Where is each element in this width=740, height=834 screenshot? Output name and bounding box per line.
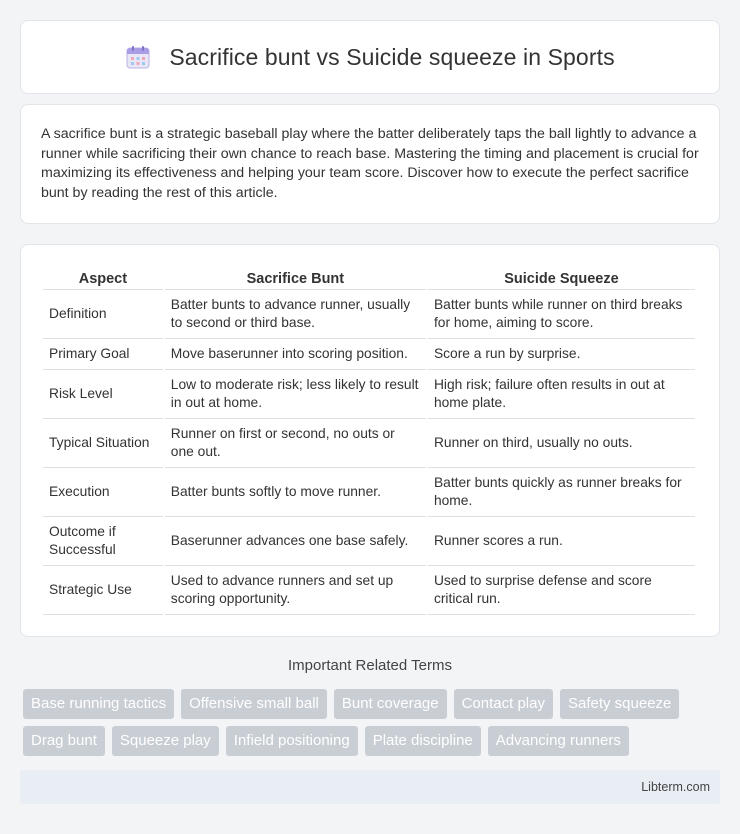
row-aspect: Primary Goal [43,339,163,370]
comparison-table-card [20,244,720,637]
footer-site-link[interactable]: Libterm.com [641,780,710,794]
tag-offensive-small-ball[interactable]: Offensive small ball [181,689,327,719]
tag-advancing-runners[interactable]: Advancing runners [488,726,629,756]
table-header-row [43,265,695,290]
table-row [43,290,695,339]
row-sacrifice-bunt: Batter bunts to advance runner, usually to second or third base. [165,290,426,339]
row-suicide-squeeze: Runner scores a run. [428,517,695,566]
row-suicide-squeeze: High risk; failure often results in out at home plate. [428,370,695,419]
header-suicide-squeeze: Suicide Squeeze [428,265,695,290]
row-aspect: Execution [43,468,163,517]
table-row [43,419,695,468]
page-title: Sacrifice bunt vs Suicide squeeze in Sports [169,43,615,70]
header-sacrifice-bunt: Sacrifice Bunt [165,265,426,290]
header-aspect: Aspect [43,265,163,290]
tag-squeeze-play[interactable]: Squeeze play [112,726,219,756]
intro-card [20,104,720,224]
row-sacrifice-bunt: Low to moderate risk; less likely to result in out at home. [165,370,426,419]
header-card [20,20,720,94]
row-aspect: Typical Situation [43,419,163,468]
row-suicide-squeeze: Runner on third, usually no outs. [428,419,695,468]
row-suicide-squeeze: Used to surprise defense and score critical run. [428,566,695,615]
related-terms-tags [23,689,723,763]
row-sacrifice-bunt: Used to advance runners and set up scoring opportunity. [165,566,426,615]
tag-row [23,689,723,719]
row-suicide-squeeze: Batter bunts quickly as runner breaks for home. [428,468,695,517]
row-suicide-squeeze: Score a run by surprise. [428,339,695,370]
row-aspect: Risk Level [43,370,163,419]
row-aspect: Outcome if Successful [43,517,163,566]
tag-drag-bunt[interactable]: Drag bunt [23,726,105,756]
tag-infield-positioning[interactable]: Infield positioning [226,726,358,756]
tag-base-running-tactics[interactable]: Base running tactics [23,689,174,719]
tag-plate-discipline[interactable]: Plate discipline [365,726,481,756]
table-row [43,468,695,517]
tag-row [23,726,723,756]
calendar-icon [125,44,151,70]
row-suicide-squeeze: Batter bunts while runner on third breaks for home, aiming to score. [428,290,695,339]
row-sacrifice-bunt: Baserunner advances one base safely. [165,517,426,566]
comparison-table [41,265,697,615]
tag-contact-play[interactable]: Contact play [454,689,553,719]
row-sacrifice-bunt: Move baserunner into scoring position. [165,339,426,370]
footer [20,770,720,804]
intro-text: A sacrifice bunt is a strategic baseball play where the batter deliberately taps the ball lightly to advance a runner while sacrificing their own chance to reach base. Mastering the timing and placement is crucial for maximizing its effectiveness and helping your team score. Discover how to execute the perfect sacrifice bunt by reading the rest of this article. [41,126,699,201]
row-sacrifice-bunt: Batter bunts softly to move runner. [165,468,426,517]
row-aspect: Definition [43,290,163,339]
row-aspect: Strategic Use [43,566,163,615]
tag-safety-squeeze[interactable]: Safety squeeze [560,689,679,719]
row-sacrifice-bunt: Runner on first or second, no outs or one out. [165,419,426,468]
tag-bunt-coverage[interactable]: Bunt coverage [334,689,447,719]
table-row [43,566,695,615]
table-row [43,370,695,419]
related-terms-title: Important Related Terms [288,657,452,674]
table-row [43,517,695,566]
table-row [43,339,695,370]
